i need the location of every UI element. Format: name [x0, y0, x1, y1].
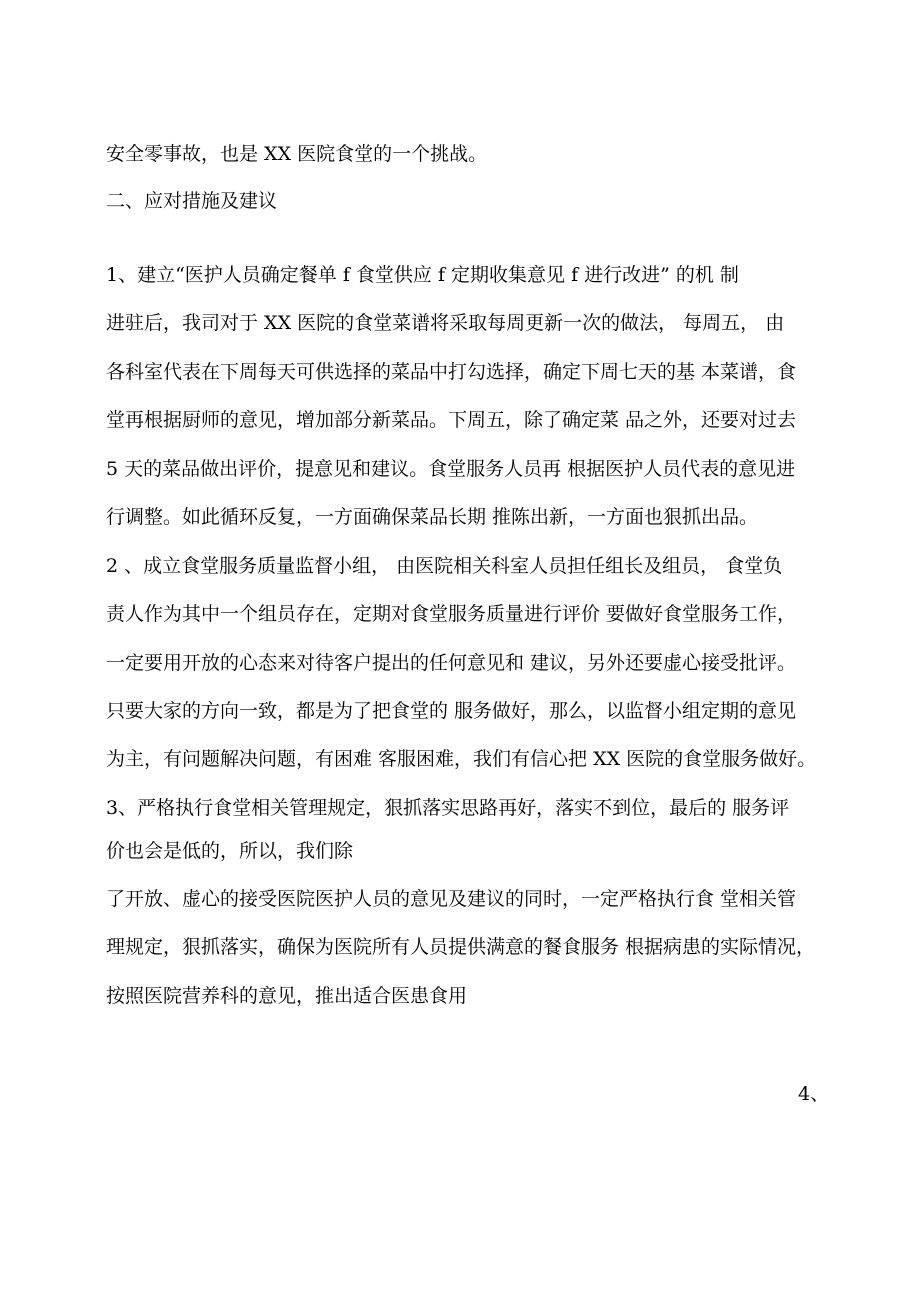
page-number: 4、: [798, 1083, 830, 1105]
section-heading: 二、应对措施及建议: [106, 190, 278, 212]
text-line: 理规定，狠抓落实，确保为医院所有人员提供满意的餐食服务 根据病患的实际情况，: [106, 936, 816, 958]
text-line: 一定要用开放的心态来对待客户提出的任何意见和 建议，另外还要虚心接受批评。: [106, 652, 797, 674]
text-line: 安全零事故，也是 XX 医院食堂的一个挑战。: [106, 143, 488, 165]
text-line: 只要大家的方向一致，都是为了把食堂的 服务做好，那么，以监督小组定期的意见: [106, 700, 797, 722]
text-line: 了开放、虚心的接受医院医护人员的意见及建议的同时，一定严格执行食 堂相关管: [106, 888, 797, 910]
text-line: 堂再根据厨师的意见，增加部分新菜品。下周五，除了确定菜 品之外，还要对过去: [106, 409, 797, 431]
text-line: 责人作为其中一个组员存在，定期对食堂服务质量进行评价 要做好食堂服务工作，: [106, 603, 797, 625]
text-line: 进驻后，我司对于 XX 医院的食堂菜谱将采取每周更新一次的做法， 每周五， 由: [106, 312, 785, 334]
text-line: 行调整。如此循环反复，一方面确保菜品长期 推陈出新，一方面也狠抓出品。: [106, 506, 759, 528]
text-line: 5 天的菜品做出评价，提意见和建议。食堂服务人员再 根据医护人员代表的意见进: [106, 458, 796, 480]
text-line: 各科室代表在下周每天可供选择的菜品中打勾选择，确定下周七天的基 本菜谱，食: [106, 361, 797, 383]
subsection-heading: 2 、成立食堂服务质量监督小组， 由医院相关科室人员担任组长及组员， 食堂负: [106, 555, 783, 577]
subsection-heading: 1、建立“医护人员确定餐单 f 食堂供应 f 定期收集意见 f 进行改进” 的机 制: [106, 264, 739, 286]
text-line: 价也会是低的，所以，我们除: [106, 840, 354, 862]
text-line: 为主，有问题解决问题，有困难 客服困难，我们有信心把 XX 医院的食堂服务做好。: [106, 748, 817, 770]
subsection-heading: 3、严格执行食堂相关管理规定，狠抓落实思路再好，落实不到位，最后的 服务评: [106, 797, 790, 819]
text-line: 按照医院营养科的意见，推出适合医患食用: [106, 985, 468, 1007]
